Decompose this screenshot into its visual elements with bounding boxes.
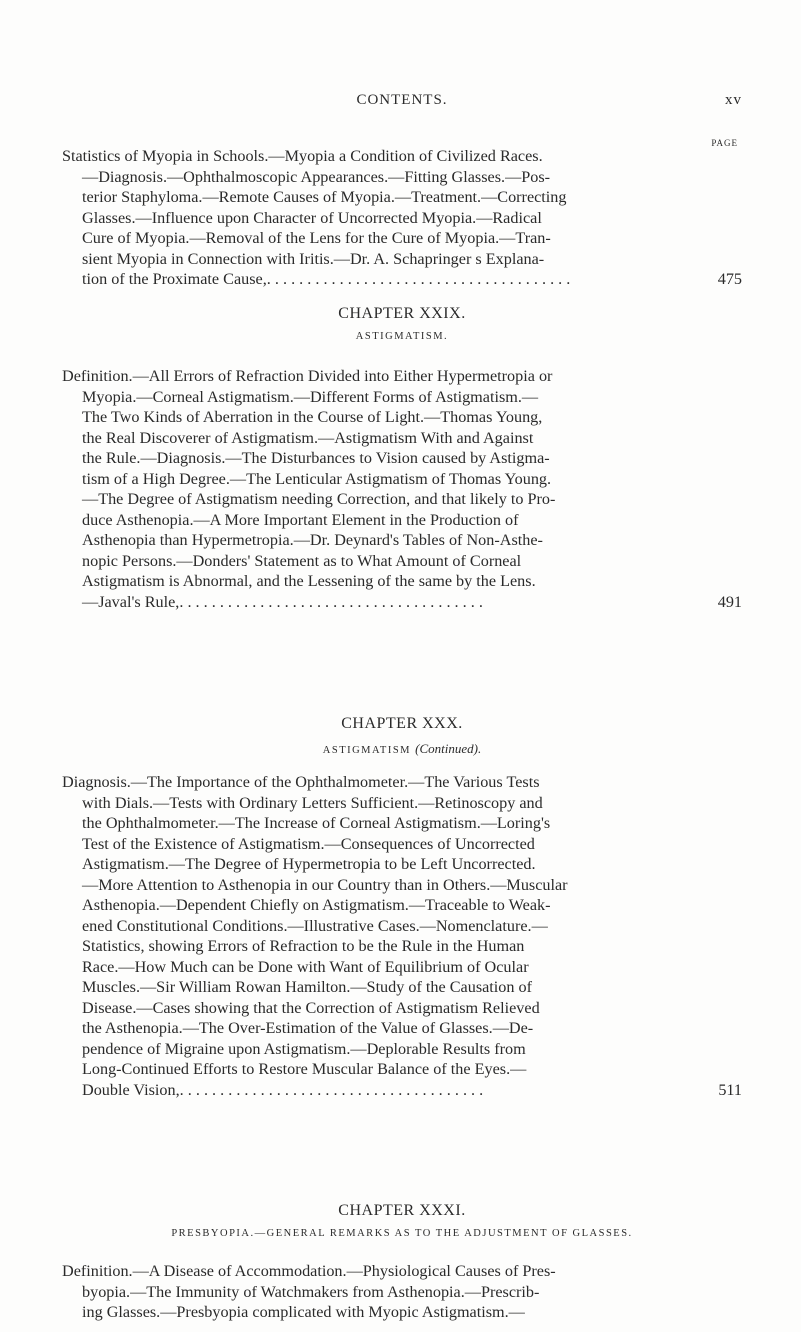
toc-line: Double Vision, (82, 1080, 180, 1099)
toc-line: Statistics of Myopia in Schools.—Myopia a Condition of Civilized Races. (62, 147, 543, 165)
toc-last-line (62, 592, 742, 613)
toc-line: tion of the Proximate Cause, (82, 270, 267, 288)
toc-entry-myopia (62, 146, 742, 290)
toc-line: sient Myopia in Connection with Iritis.—Dr. A. Schapringer s Explana- (82, 249, 545, 268)
toc-line: ing Glasses.—Presbyopia complicated with Myopic Astigmatism.— (82, 1303, 525, 1321)
page-number: xv (725, 92, 742, 108)
toc-line: the Rule.—Diagnosis.—The Disturbances to Vision caused by Astigma- (82, 449, 550, 467)
chapter-heading-xxxi (62, 1202, 742, 1239)
chapter-subtitle-text: ASTIGMATISM (322, 745, 412, 756)
toc-line: with Dials.—Tests with Ordinary Letters Sufficient.—Retinoscopy and (82, 793, 543, 812)
chapter-subtitle: ASTIGMATISM. (355, 331, 449, 342)
toc-entry-astigmatism-continued (62, 772, 742, 1100)
chapter-subtitle-continued: (Continued). (415, 741, 482, 756)
chapter-title: CHAPTER XXXI. (338, 1202, 466, 1219)
toc-line: Long-Continued Efforts to Restore Muscular Balance of the Eyes.— (82, 1060, 527, 1078)
toc-line: byopia.—The Immunity of Watchmakers from Asthenopia.—Prescrib- (82, 1282, 540, 1301)
chapter-heading-xxx (62, 715, 742, 757)
toc-line: Cure of Myopia.—Removal of the Lens for the Cure of Myopia.—Tran- (82, 229, 551, 247)
toc-line: Astigmatism is Abnormal, and the Lessening of the same by the Lens. (82, 572, 536, 590)
chapter-subtitle (62, 741, 742, 757)
toc-line: —The Degree of Astigmatism needing Correction, and that likely to Pro- (82, 490, 556, 508)
toc-line: Astigmatism.—The Degree of Hypermetropia to be Left Uncorrected. (82, 855, 536, 873)
toc-line: tism of a High Degree.—The Lenticular Astigmatism of Thomas Young. (82, 469, 552, 488)
running-head (62, 92, 742, 109)
toc-line: Definition.—All Errors of Refraction Divided into Either Hypermetropia or (62, 367, 553, 385)
chapter-heading-xxix (62, 305, 742, 342)
toc-line: terior Staphyloma.—Remote Causes of Myopia.—Treatment.—Correcting (82, 188, 567, 206)
toc-line: the Ophthalmometer.—The Increase of Corneal Astigmatism.—Loring's (82, 814, 551, 832)
chapter-subtitle: PRESBYOPIA.—GENERAL REMARKS AS TO THE ADJUSTMENT OF GLASSES. (171, 1228, 633, 1239)
toc-entry-astigmatism (62, 366, 742, 612)
toc-line: Glasses.—Influence upon Character of Uncorrected Myopia.—Radical (82, 208, 542, 227)
toc-line: —Diagnosis.—Ophthalmoscopic Appearances.—Fitting Glasses.—Pos- (82, 167, 551, 186)
toc-entry-presbyopia (62, 1261, 742, 1323)
toc-line: duce Asthenopia.—A More Important Element in the Production of (82, 510, 519, 529)
chapter-title: CHAPTER XXX. (341, 715, 463, 732)
page-column-label: PAGE (711, 138, 738, 148)
toc-line: nopic Persons.—Donders' Statement as to What Amount of Corneal (82, 551, 522, 570)
toc-line: the Asthenopia.—The Over-Estimation of the Value of Glasses.—De- (82, 1019, 534, 1037)
toc-page-number: 511 (718, 1080, 742, 1099)
toc-line: Asthenopia than Hypermetropia.—Dr. Deynard's Tables of Non-Asthe- (82, 531, 543, 549)
toc-line: The Two Kinds of Aberration in the Course of Light.—Thomas Young, (82, 408, 543, 426)
toc-line: Asthenopia.—Dependent Chiefly on Astigmatism.—Traceable to Weak- (82, 896, 551, 914)
running-title: CONTENTS. (356, 92, 448, 108)
toc-line: Race.—How Much can be Done with Want of Equilibrium of Ocular (82, 957, 529, 976)
toc-line: —More Attention to Asthenopia in our Country than in Others.—Muscular (82, 875, 568, 894)
toc-line: Diagnosis.—The Importance of the Ophthalmometer.—The Various Tests (62, 773, 540, 791)
toc-last-line (62, 1080, 742, 1101)
toc-line: Myopia.—Corneal Astigmatism.—Different Forms of Astigmatism.— (82, 387, 539, 406)
dot-leader (267, 269, 714, 290)
toc-line: Definition.—A Disease of Accommodation.—Physiological Causes of Pres- (62, 1262, 556, 1280)
chapter-title: CHAPTER XXIX. (338, 305, 466, 322)
toc-page-number: 475 (717, 270, 742, 288)
toc-line: the Real Discoverer of Astigmatism.—Astigmatism With and Against (82, 428, 534, 447)
toc-line: Statistics, showing Errors of Refraction to be the Rule in the Human (82, 937, 525, 955)
toc-last-line (62, 269, 742, 290)
toc-page-number: 491 (717, 592, 742, 611)
dot-leader (180, 1080, 715, 1101)
toc-line: ened Constitutional Conditions.—Illustrative Cases.—Nomenclature.— (82, 916, 548, 935)
toc-line: Muscles.—Sir William Rowan Hamilton.—Study of the Causation of (82, 978, 533, 996)
toc-line: Disease.—Cases showing that the Correction of Astigmatism Relieved (82, 998, 540, 1017)
dot-leader (179, 592, 713, 613)
toc-line: Test of the Existence of Astigmatism.—Consequences of Uncorrected (82, 834, 535, 853)
toc-line: —Javal's Rule, (82, 592, 180, 611)
toc-line: pendence of Migraine upon Astigmatism.—Deplorable Results from (82, 1039, 526, 1058)
